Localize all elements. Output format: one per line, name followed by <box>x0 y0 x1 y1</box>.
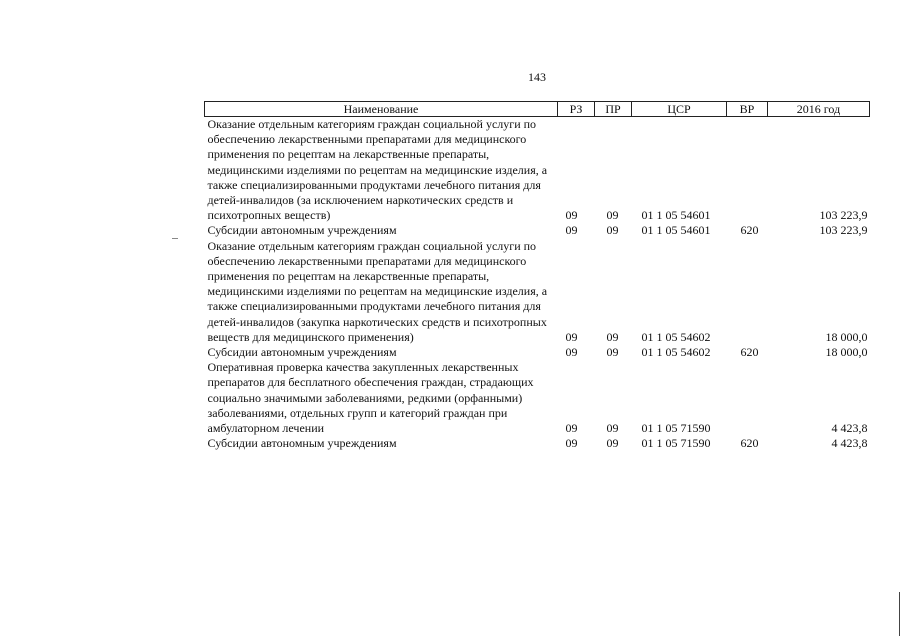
row-pr: 09 <box>606 421 619 436</box>
table-body <box>205 117 870 452</box>
row-csr: 01 1 05 71590 <box>641 436 711 451</box>
table-row <box>205 360 870 436</box>
header-rz: РЗ <box>558 102 595 117</box>
table-row <box>205 239 870 345</box>
row-rz: 09 <box>565 345 578 360</box>
row-amount: 4 423,8 <box>831 436 868 451</box>
header-pr: ПР <box>595 102 632 117</box>
row-csr: 01 1 05 54601 <box>641 208 711 223</box>
row-amount: 103 223,9 <box>819 223 868 238</box>
row-amount: 18 000,0 <box>825 345 868 360</box>
row-vr: 620 <box>740 345 759 360</box>
row-pr: 09 <box>606 223 619 238</box>
row-csr: 01 1 05 54602 <box>641 329 711 344</box>
row-csr: 01 1 05 54601 <box>641 223 711 238</box>
row-name: Оказание отдельным категориям граждан социальной услуги по обеспечению лекарственными препаратами для медицинского применения по рецептам на лекарственные препараты, медицинскими изделиями по рецептам на медицинские изделия, а также специализированными продуктами лечебного питания для детей-инвалидов (закупка наркотических средств и психотропных веществ для медицинского применения) <box>207 238 548 344</box>
table-header <box>205 102 870 117</box>
row-rz: 09 <box>565 421 578 436</box>
row-rz: 09 <box>565 329 578 344</box>
page-number: 143 <box>528 70 546 84</box>
table-row <box>205 117 870 224</box>
header-row <box>205 102 870 117</box>
row-csr: 01 1 05 54602 <box>641 345 711 360</box>
row-vr: 620 <box>740 436 759 451</box>
row-vr <box>727 117 768 224</box>
row-pr: 09 <box>606 208 619 223</box>
row-vr <box>727 360 768 436</box>
budget-table <box>204 101 870 451</box>
row-amount: 18 000,0 <box>825 329 868 344</box>
header-csr: ЦСР <box>632 102 727 117</box>
row-name: Субсидии автономным учреждениям <box>207 223 397 238</box>
row-rz: 09 <box>565 436 578 451</box>
table-row <box>205 436 870 451</box>
header-name: Наименование <box>205 102 558 117</box>
scan-edge-line <box>899 592 900 636</box>
row-name: Оказание отдельным категориям граждан социальной услуги по обеспечению лекарственными препаратами для медицинского применения по рецептам на лекарственные препараты, медицинскими изделиями по рецептам на медицинские изделия, а также специализированными продуктами лечебного питания для детей-инвалидов (за исключением наркотических средств и психотропных веществ) <box>207 117 548 223</box>
row-amount: 103 223,9 <box>819 208 868 223</box>
table-row <box>205 223 870 238</box>
margin-mark <box>172 238 178 239</box>
header-vr: ВР <box>727 102 768 117</box>
row-rz: 09 <box>565 223 578 238</box>
header-year: 2016 год <box>768 102 870 117</box>
row-amount: 4 423,8 <box>831 421 868 436</box>
row-pr: 09 <box>606 436 619 451</box>
row-name: Субсидии автономным учреждениям <box>207 345 397 360</box>
row-name: Оперативная проверка качества закупленных лекарственных препаратов для бесплатного обеспечения граждан, страдающих социально значимыми заболеваниями, редкими (орфанными) заболеваниями, отдельных групп и категорий граждан при амбулаторном лечении <box>207 360 534 436</box>
row-pr: 09 <box>606 345 619 360</box>
table-row <box>205 345 870 360</box>
row-pr: 09 <box>606 329 619 344</box>
row-csr: 01 1 05 71590 <box>641 421 711 436</box>
row-vr <box>727 239 768 345</box>
row-name: Субсидии автономным учреждениям <box>207 436 397 451</box>
row-vr: 620 <box>740 223 759 238</box>
row-rz: 09 <box>565 208 578 223</box>
